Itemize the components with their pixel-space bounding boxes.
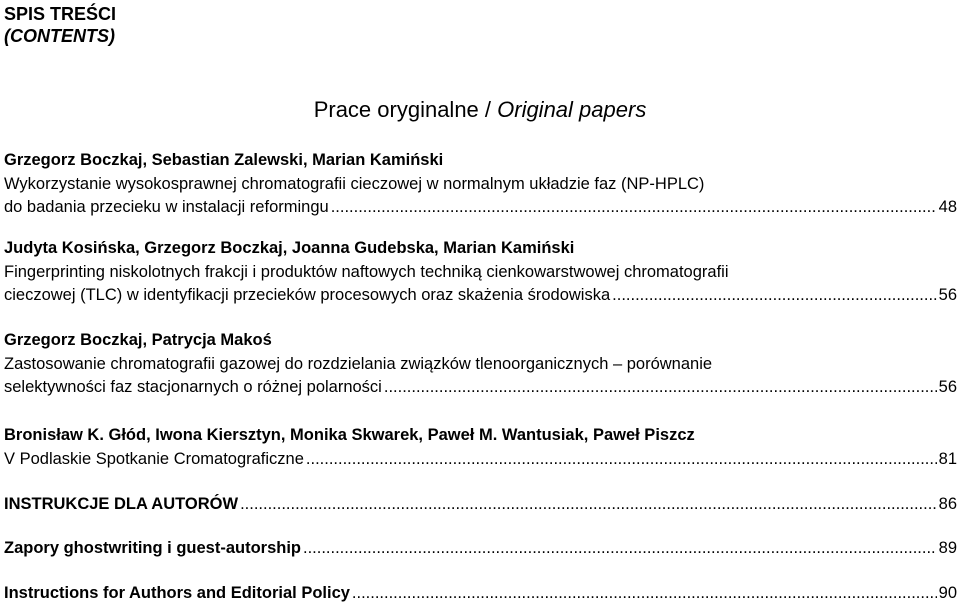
contents-heading-en: (CONTENTS) [4, 26, 115, 46]
entry-authors: Bronisław K. Głód, Iwona Kiersztyn, Monika Skwarek, Paweł M. Wantusiak, Paweł Piszcz [4, 426, 695, 444]
toc-entry[interactable] [4, 537, 957, 561]
entry-authors: Grzegorz Boczkaj, Patrycja Makoś [4, 331, 272, 349]
toc-entry[interactable] [4, 329, 957, 400]
entry-page-number: 81 [938, 449, 957, 468]
entry-title-line: Zapory ghostwriting i guest-autorship [4, 539, 301, 557]
entry-page-number: 89 [938, 539, 957, 557]
entry-page-number: 86 [938, 495, 957, 513]
entry-title-leader [4, 376, 957, 400]
toc-entry[interactable] [4, 149, 957, 220]
entry-title-leader [4, 284, 957, 308]
dot-leader [303, 537, 937, 561]
entry-title-line: Instructions for Authors and Editorial Policy [4, 584, 350, 602]
toc-entry[interactable] [4, 493, 957, 517]
entry-title-line: do badania przecieku w instalacji reformingu [4, 198, 329, 216]
entry-page-number: 48 [938, 198, 957, 216]
entry-page-number: 56 [938, 378, 957, 396]
dot-leader [240, 493, 937, 517]
entry-title-line: cieczowej (TLC) w identyfikacji przecieków procesowych oraz skażenia środowiska [4, 286, 611, 304]
entry-page-number: 56 [938, 286, 957, 304]
dot-leader [352, 582, 937, 606]
entry-title-line: Fingerprinting niskolotnych frakcji i produktów naftowych techniką cienkowarstwowej chromatografii [4, 262, 729, 281]
dot-leader [306, 448, 937, 472]
entry-title-line: INSTRUKCJE DLA AUTORÓW [4, 495, 239, 513]
entry-title-line: Zastosowanie chromatografii gazowej do rozdzielania związków tlenoorganicznych – porównanie [4, 354, 713, 373]
dot-leader [612, 284, 936, 308]
dot-leader [384, 376, 937, 400]
entry-title-line: V Podlaskie Spotkanie Cromatograficzne [4, 449, 304, 468]
entry-title-line: Wykorzystanie wysokosprawnej chromatografii cieczowej w normalnym układzie faz (NP-HPLC) [4, 174, 705, 193]
entry-title-line: selektywności faz stacjonarnych o różnej polarności [4, 378, 382, 396]
entry-title-leader [4, 582, 957, 606]
contents-heading-pl: SPIS TREŚCI [4, 4, 117, 24]
entry-authors: Judyta Kosińska, Grzegorz Boczkaj, Joanna Gudebska, Marian Kamiński [4, 239, 575, 257]
entry-title-leader [4, 537, 957, 561]
toc-entry[interactable] [4, 424, 957, 471]
toc-entry[interactable] [4, 237, 957, 308]
entry-title-leader [4, 196, 957, 220]
section-title-en: Original papers [497, 97, 647, 122]
entry-page-number: 90 [938, 584, 957, 602]
entry-authors: Grzegorz Boczkaj, Sebastian Zalewski, Marian Kamiński [4, 151, 444, 169]
section-title-pl: Prace oryginalne / [313, 97, 498, 122]
section-title [0, 97, 960, 123]
entry-title-leader [4, 448, 957, 472]
dot-leader [331, 196, 937, 220]
toc-entry[interactable] [4, 582, 957, 606]
entry-title-leader [4, 493, 957, 517]
